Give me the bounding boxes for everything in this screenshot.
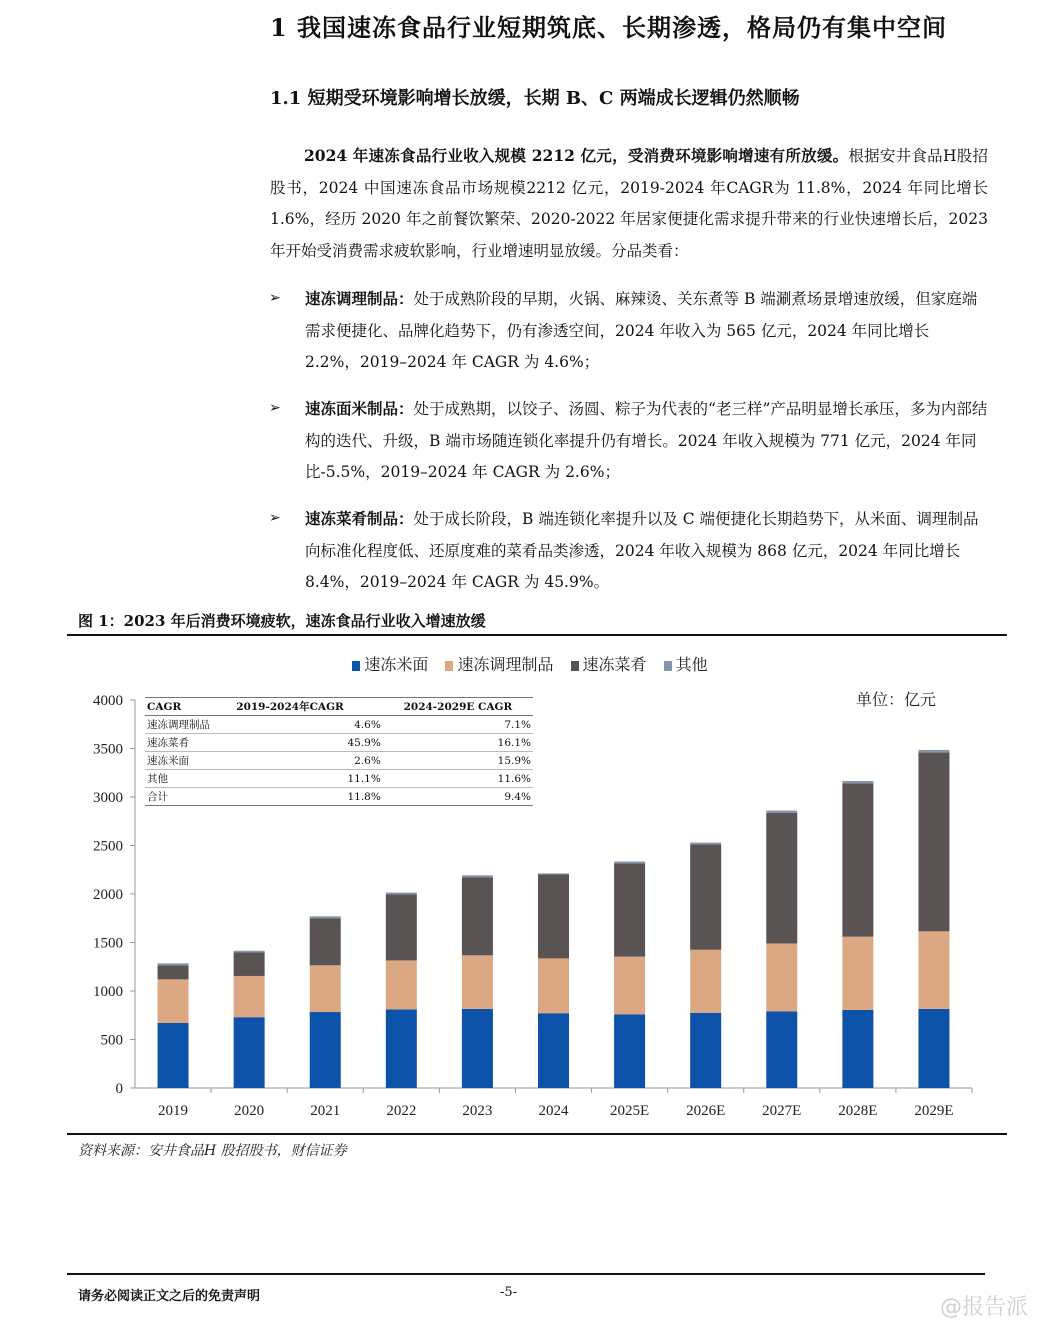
bullet-body: 处于成长阶段，B 端连锁化率提升以及 C 端便捷化长期趋势下，从米面、调理制品向标准化程度低、还原度难的菜肴品类渗透，2024 年收入规模为 868 亿元，2024 年同比增长 8.4%，2019–2024 年 CAGR 为 45.9%。 <box>305 510 979 591</box>
legend-label: 其他 <box>675 655 708 674</box>
bar-segment-rice-noodle <box>234 1017 265 1088</box>
y-tick-label: 500 <box>100 1032 123 1049</box>
chart-legend <box>0 652 1060 675</box>
arrowhead-right-icon: ➢ <box>269 510 281 526</box>
bullet-body: 处于成熟阶段的早期，火锅、麻辣烫、关东煮等 B 端涮煮场景增速放缓，但家庭端需求便捷化、品牌化趋势下，仍有渗透空间，2024 年收入为 565 亿元，2024 年同比增长 2.2%，2019–2024 年 CAGR 为 4.6%； <box>305 290 978 371</box>
bar-segment-dishes <box>462 877 493 955</box>
bar-segment-rice-noodle <box>462 1009 493 1088</box>
cagr-value: 16.1% <box>383 734 533 752</box>
cagr-category: 速冻菜肴 <box>145 734 234 752</box>
bullet-lead: 速冻面米制品： <box>305 399 414 418</box>
bar-segment-other <box>614 862 645 864</box>
bar-segment-other <box>310 916 341 918</box>
bar-segment-other <box>766 811 797 813</box>
bar-segment-prepared <box>690 950 721 1013</box>
bar-segment-other <box>234 951 265 952</box>
cagr-value: 9.4% <box>383 788 533 806</box>
cagr-header-row <box>145 698 533 716</box>
cagr-value: 7.1% <box>383 716 533 734</box>
legend-item <box>352 652 428 675</box>
legend-swatch <box>664 661 672 671</box>
bullet-item <box>269 283 988 379</box>
legend-item <box>571 652 647 675</box>
bar-segment-dishes <box>918 752 949 931</box>
legend-label: 速冻米面 <box>364 655 429 674</box>
figure-source: 资料来源：安井食品H 股招股书，财信证券 <box>78 1143 347 1159</box>
x-tick-label: 2028E <box>838 1103 878 1119</box>
bar-segment-rice-noodle <box>386 1009 417 1088</box>
bar-segment-prepared <box>842 937 873 1010</box>
bar-segment-other <box>918 750 949 752</box>
bar-segment-rice-noodle <box>158 1023 189 1088</box>
cagr-category: 速冻米面 <box>145 752 234 770</box>
legend-label: 速冻菜肴 <box>582 655 647 674</box>
cagr-value: 2.6% <box>234 752 383 770</box>
cagr-table <box>145 697 533 806</box>
page-number: -5- <box>500 1285 518 1300</box>
footer-disclaimer: 请务必阅读正文之后的免责声明 <box>78 1289 261 1304</box>
bar-segment-prepared <box>918 931 949 1009</box>
legend-swatch <box>571 661 579 671</box>
bar-segment-other <box>842 781 873 783</box>
bar-segment-dishes <box>310 918 341 965</box>
x-tick-label: 2023 <box>462 1103 493 1119</box>
legend-swatch <box>352 661 360 671</box>
cagr-category: 合计 <box>145 788 234 806</box>
bar-segment-rice-noodle <box>918 1009 949 1088</box>
arrowhead-right-icon: ➢ <box>269 290 281 306</box>
intro-lead: 2024 年速冻食品行业收入规模 2212 亿元，受消费环境影响增速有所放缓。 <box>304 146 849 165</box>
x-tick-label: 2025E <box>610 1103 650 1119</box>
cagr-row <box>145 770 533 788</box>
cagr-value: 45.9% <box>234 734 383 752</box>
bar-segment-other <box>386 893 417 895</box>
y-tick-label: 3500 <box>93 741 123 758</box>
cagr-category: 其他 <box>145 770 234 788</box>
bar-segment-rice-noodle <box>690 1013 721 1088</box>
cagr-value: 4.6% <box>234 716 383 734</box>
bar-segment-dishes <box>386 894 417 960</box>
bullet-item <box>269 503 988 599</box>
y-tick-label: 1000 <box>93 984 123 1000</box>
cagr-header: CAGR <box>145 698 234 716</box>
bullet-lead: 速冻调理制品： <box>305 289 414 308</box>
x-tick-label: 2024 <box>538 1103 569 1119</box>
cagr-value: 11.6% <box>383 770 533 788</box>
bar-segment-prepared <box>310 965 341 1012</box>
section-heading: 1 我国速冻食品行业短期筑底、长期渗透，格局仍有集中空间 <box>270 13 948 42</box>
bar-segment-rice-noodle <box>766 1011 797 1088</box>
source-divider <box>67 1133 1007 1135</box>
legend-item <box>445 652 553 675</box>
bar-segment-rice-noodle <box>614 1014 645 1088</box>
x-tick-label: 2022 <box>386 1103 417 1119</box>
bar-segment-other <box>690 843 721 845</box>
x-tick-label: 2021 <box>310 1103 341 1119</box>
bar-segment-prepared <box>386 960 417 1009</box>
legend-swatch <box>445 661 453 671</box>
watermark: @报告派 <box>940 1295 1029 1320</box>
bar-segment-prepared <box>614 957 645 1015</box>
x-tick-label: 2029E <box>914 1103 954 1119</box>
legend-item <box>664 652 708 675</box>
x-tick-label: 2026E <box>686 1103 726 1119</box>
x-tick-label: 2019 <box>158 1103 189 1119</box>
y-tick-label: 2500 <box>93 838 123 855</box>
figure-title: 图 1：2023 年后消费环境疲软，速冻食品行业收入增速放缓 <box>78 612 486 630</box>
intro-paragraph <box>270 140 988 267</box>
bar-segment-dishes <box>234 952 265 976</box>
bar-segment-dishes <box>766 813 797 943</box>
x-tick-label: 2027E <box>762 1103 802 1119</box>
bar-segment-dishes <box>614 863 645 956</box>
bullet-lead: 速冻菜肴制品： <box>305 509 414 528</box>
cagr-category: 速冻调理制品 <box>145 716 234 734</box>
y-tick-label: 2000 <box>93 887 123 903</box>
arrowhead-right-icon: ➢ <box>269 400 281 416</box>
cagr-value: 11.8% <box>234 788 383 806</box>
bar-segment-rice-noodle <box>538 1013 569 1088</box>
y-tick-label: 0 <box>115 1081 123 1097</box>
x-tick-label: 2020 <box>234 1103 265 1119</box>
bar-segment-dishes <box>842 783 873 936</box>
cagr-value: 11.1% <box>234 770 383 788</box>
bar-segment-prepared <box>158 979 189 1023</box>
cagr-row <box>145 716 533 734</box>
bar-segment-other <box>538 873 569 874</box>
bar-segment-rice-noodle <box>842 1010 873 1088</box>
bar-segment-dishes <box>690 845 721 950</box>
cagr-row <box>145 788 533 806</box>
bar-segment-other <box>158 963 189 965</box>
bar-segment-prepared <box>462 955 493 1009</box>
unit-label: 单位：亿元 <box>856 690 937 709</box>
cagr-value: 15.9% <box>383 752 533 770</box>
cagr-row <box>145 752 533 770</box>
cagr-header: 2019-2024年CAGR <box>234 698 383 716</box>
bullet-item <box>269 393 988 489</box>
bar-segment-prepared <box>538 958 569 1013</box>
bar-segment-prepared <box>234 976 265 1017</box>
bar-segment-other <box>462 875 493 877</box>
y-tick-label: 3000 <box>93 790 123 806</box>
subsection-heading: 1.1 短期受环境影响增长放缓，长期 B、C 两端成长逻辑仍然顺畅 <box>270 88 800 109</box>
bullet-body: 处于成熟期，以饺子、汤圆、粽子为代表的“老三样”产品明显增长承压，多为内部结构的迭代、升级，B 端市场随连锁化率提升仍有增长。2024 年收入规模为 771 亿元，2024 年同比-5.5%，2019–2024 年 CAGR 为 2.6%； <box>305 400 988 481</box>
footer-divider <box>67 1273 985 1275</box>
bar-segment-dishes <box>538 874 569 958</box>
cagr-header: 2024-2029E CAGR <box>383 698 533 716</box>
y-tick-label: 4000 <box>93 693 123 709</box>
figure-divider <box>67 634 1007 636</box>
legend-label: 速冻调理制品 <box>457 655 554 674</box>
bar-segment-prepared <box>766 943 797 1011</box>
bar-segment-rice-noodle <box>310 1012 341 1088</box>
bar-segment-dishes <box>158 965 189 979</box>
y-tick-label: 1500 <box>93 935 123 952</box>
intro-body: 根据安井食品H股招股书，2024 中国速冻食品市场规模2212 亿元，2019-2024 年CAGR为 11.8%，2024 年同比增长 1.6%，经历 2020 年之前餐饮繁荣、2020-2022 年居家便捷化需求提升带来的行业快速增长后，2023 年开始受消费需求疲软影响，行业增速明显放缓。分品类看： <box>270 147 988 260</box>
cagr-row <box>145 734 533 752</box>
